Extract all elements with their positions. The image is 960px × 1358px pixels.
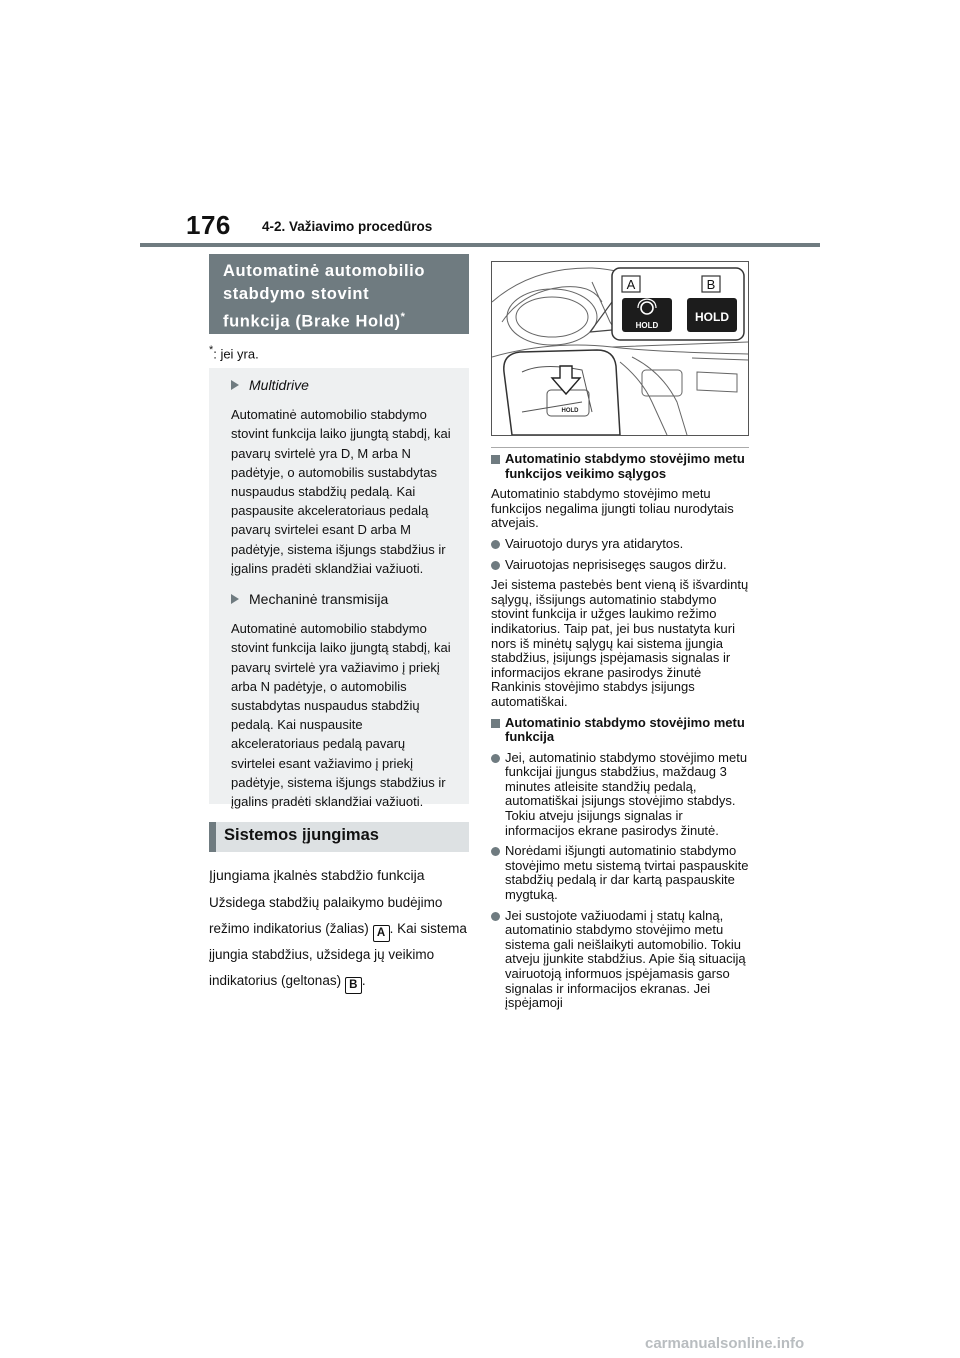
manual-transmission-subheading: Mechaninė transmisija [231,590,451,609]
figure-label-b: B [706,277,716,292]
activation-lead: Įjungiama įkalnės stabdžio funkcija [209,867,425,883]
key-a-label: A [373,925,390,942]
activation-body: Užsidega stabdžių palaikymo budėjimo režimo indikatorius (žalias) A . Kai sistema įjungia stabdžius, užsidega jų veikimo indikatorius (geltonas) B . [209,890,474,994]
dashboard-illustration [491,261,749,436]
page-number: 176 [186,210,231,240]
conditions-detail: Jei sistema pastebės bent vieną iš išvardintų sąlygų, išsijungs automatinio stabdymo stovint funkcija ir užges laukimo režimo indikatorius. Taip pat, jei bus nustatyta kuri nors iš minėtų sąlygų kai sistema įjungia stabdžius, įsijungs įspėjamasis signalas ir informacijos ekrane pasirodys žinutė Rankinis stovėjimo stabdys įsijungs automatiškai. [491,577,749,709]
footnote: *: jei yra. [209,344,259,362]
activation-text [209,862,474,994]
conditions-intro: Automatinio stabdymo stovėjimo metu funkcijos negalima įjungti toliau nurodytais atvejais. [491,486,734,531]
feature-title-line-2: stabdymo stovint [223,285,370,303]
multidrive-text: Automatinė automobilio stabdymo stovint funkcija laiko įjungtą stabdį, kai pavarų svirtelė yra D, M arba N padėtyje, o automobilis sustabdytas nuspaudus stabdžių pedalą. Kai paspausite akceleratoriaus pedalą pavarų svirtelei esant D arba M padėtyje, sistema išjungs stabdžius ir įgalins pradėti sklandžiai važiuoti. [231,407,451,576]
manual-transmission-text: Automatinė automobilio stabdymo stovint funkcija laiko įjungtą stabdį, kai pavarų svirtelė yra važiavimo į priekį arba N padėtyje, o automobilis sustabdytas nuspaudus stabdžių pedalą. Kai nuspausite akceleratoriaus pedalą pavarų svirtelei esant važiavimo į priekį padėtyje, sistema išjungs stabdžius ir įgalins pradėti sklandžiai važiuoti. [231,621,451,810]
button-zoom-inset [504,350,620,435]
function-note-3: Jei sustojote važiuodami į statų kalną, automatinio stabdymo stovėjimo metu sistema gali neišlaikyti automobilio. Tokiu atveju įjunkite stabdžius. Apie šią situaciją vairuotoją informuos įspėjamasis garso signalas ir informacijos ekranas. Jei įspėjamoji [491,909,753,1011]
feature-title-line-3: funkcija (Brake Hold)* [223,311,406,331]
hold-button-text: HOLD [561,408,579,414]
condition-door-open: Vairuotojo durys yra atidarytos. [491,537,753,552]
header-rule [140,243,820,247]
hold-indicator-a-text: HOLD [635,321,659,330]
function-note-1: Jei, automatinio stabdymo stovėjimo metu funkcijai įjungus stabdžius, maždaug 3 minutes atleisite standžių pedalą, automatiškai įsijungs stovėjimo stabdys. Tokiu atveju įsijungs signalas ir informacijos ekrane pasirodys žinutė. [491,751,753,839]
function-note-2: Norėdami išjungti automatinio stabdymo stovėjimo metu sistemą tvirtai paspauskite stabdžių pedalą ir dar kartą paspauskite mygtuką. [491,844,753,902]
footnote-mark: * [400,311,406,323]
system-activation-heading: Sistemos įjungimas [209,822,469,852]
right-column [491,452,753,1017]
multidrive-subheading: Multidrive [231,376,451,395]
section-title: 4-2. Važiavimo procedūros [262,219,433,234]
watermark: carmanualsonline.info [645,1335,805,1352]
figure-label-a: A [626,277,636,292]
info-box [209,368,469,810]
conditions-heading: Automatinio stabdymo stovėjimo metu funkcijos veikimo sąlygos [491,452,753,481]
key-b-label: B [345,977,362,994]
figure-divider [491,447,749,448]
function-heading: Automatinio stabdymo stovėjimo metu funkcija [491,716,753,745]
feature-title-box [209,254,469,334]
condition-seatbelt: Vairuotojas neprisisegęs saugos diržu. [491,558,753,573]
hold-indicator-b-text: HOLD [695,310,729,324]
feature-title-line-1: Automatinė automobilio [223,262,426,280]
